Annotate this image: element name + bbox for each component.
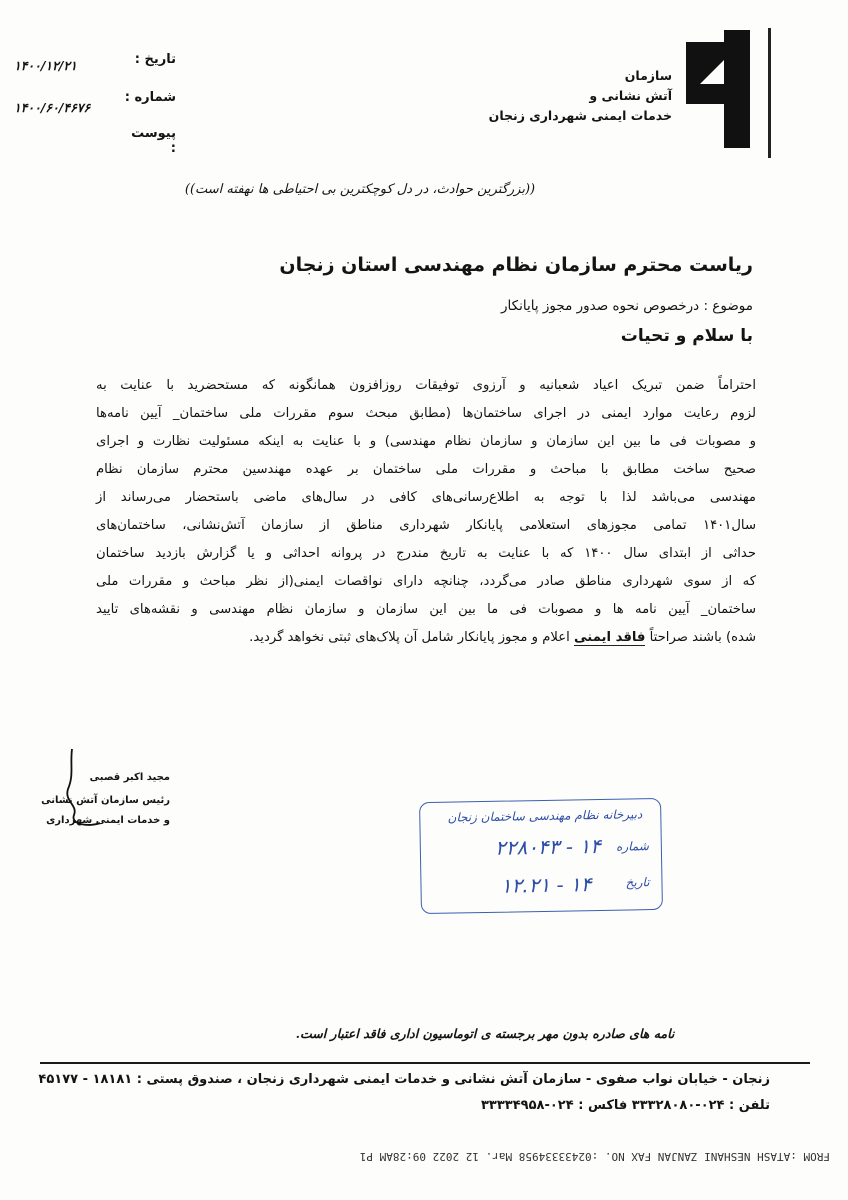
stamp-title: دبیرخانه نظام مهندسی ساختمان زنجان [447, 807, 643, 825]
greeting: با سلام و تحیات [620, 326, 753, 346]
signatory-name: مجید اکبر قصبی [89, 772, 170, 783]
signatory-title1: رئیس سازمان آتش نشانی [41, 795, 170, 806]
subject-line: موضوع : درخصوص نحوه صدور مجوز پایانکار [500, 298, 753, 314]
body-line: احتراماً ضمن تبریک اعیاد شعبانیه و آرزوی توفیقات روزافزون همانگونه که مستحضرید با عنایت به [96, 378, 756, 393]
stamp-date-value: ۱۴ - ۱۲.۲۱ [500, 872, 592, 898]
lacks-safety-emphasis: فاقد ایمنی [573, 630, 646, 645]
validity-note: نامه های صادره بدون مهر برجسته ی اتوماسیون اداری فاقد اعتبار است. [295, 1026, 675, 1041]
attachment-label: پیوست : [131, 126, 176, 156]
organization-logo [680, 28, 752, 150]
date-value: ۱۴۰۰/۱۲/۲۱ [14, 58, 77, 73]
body-last-line [249, 630, 756, 645]
body-line: مهندسی می‌باشد لذا با توجه به اطلاع‌رسانی‌های کافی در سال‌های ماضی باستحضار می‌رساند از [96, 490, 756, 505]
date-label: تاریخ : [134, 52, 176, 67]
last-line-start: شده) باشند صراحتاً [649, 630, 756, 645]
number-value: ۱۴۰۰/۶۰/۴۶۷۶ [14, 100, 91, 115]
header-divider [768, 28, 771, 158]
stamp-date-label: تاریخ [625, 875, 650, 890]
body-line: سال۱۴۰۱ تمامی مجوزهای استعلامی پایانکار شهرداری مناطق از سازمان آتش‌نشانی، ساختمان‌های [96, 518, 756, 533]
body-line: که از سوی شهرداری مناطق صادر می‌گردد، چنانچه دارای نواقصات ایمنی(از نظر مباحث و مقررات ملی [96, 574, 756, 589]
recipient-heading: ریاست محترم سازمان نظام مهندسی استان زنجان [279, 254, 753, 276]
signatory-title2: و خدمات ایمنی شهرداری [46, 815, 170, 826]
received-stamp [419, 798, 663, 914]
stamp-number-label: شماره [615, 839, 649, 854]
motto: ((بزرگترین حوادث، در دل کوچکترین بی احتیاطی ها نهفته است)) [184, 182, 536, 197]
body-line: ساختمان_ آیین نامه ها و مصوبات فی ما بین این سازمان و سازمان نظام مهندسی و نقشه‌های تایید [96, 602, 756, 617]
org-name-line1: سازمان [624, 68, 672, 83]
footer-phone-fax: تلفن : ۰۲۴-۳۳۳۲۸۰۸۰ فاکس : ۰۲۴-۳۳۳۳۴۹۵۸ [480, 1098, 770, 1113]
org-name-line2: آتش نشانی و [589, 88, 672, 103]
body-line: صحیح ساخت مطابق با مباحث و مقررات ملی ساختمان بر عهده مهندسین محترم سازمان نظام [96, 462, 756, 477]
fax-transmission-header: FROM :ATASH NESHANI ZANJAN FAX NO. :02433334958 Mar. 12 2022 09:28AM P1 [359, 1150, 830, 1163]
body-line: و مصوبات فی ما بین این سازمان و سازمان نظام مهندسی) و با عنایت به اینکه مسئولیت نظارت و اجرای [96, 434, 756, 449]
body-line: حداثی از ابتدای سال ۱۴۰۰ که با عنایت به تاریخ مندرج در پروانه احداثی و یا گزارش بازدید ساختمان [96, 546, 756, 561]
footer-address: زنجان - خیابان نواب صفوی - سازمان آتش نشانی و خدمات ایمنی شهرداری زنجان ، صندوق پستی : ۱۸۱۸۱ - ۴۵۱۷۷ [38, 1072, 770, 1087]
last-line-end: اعلام و مجوز پایانکار شامل آن پلاک‌های ثبتی نخواهد گردید. [249, 630, 570, 645]
body-line: لزوم رعایت موارد ایمنی در اجرای ساختمان‌ها (مطابق مبحث سوم مقررات ملی ساختمان_ آیین نامه‌ها [96, 406, 756, 421]
stamp-number-value: ۱۴ - ۲۲۸۰۴۳ [494, 833, 602, 860]
number-label: شماره : [124, 90, 176, 105]
footer-divider [40, 1062, 810, 1064]
org-name-line3: خدمات ایمنی شهرداری زنجان [488, 108, 672, 123]
